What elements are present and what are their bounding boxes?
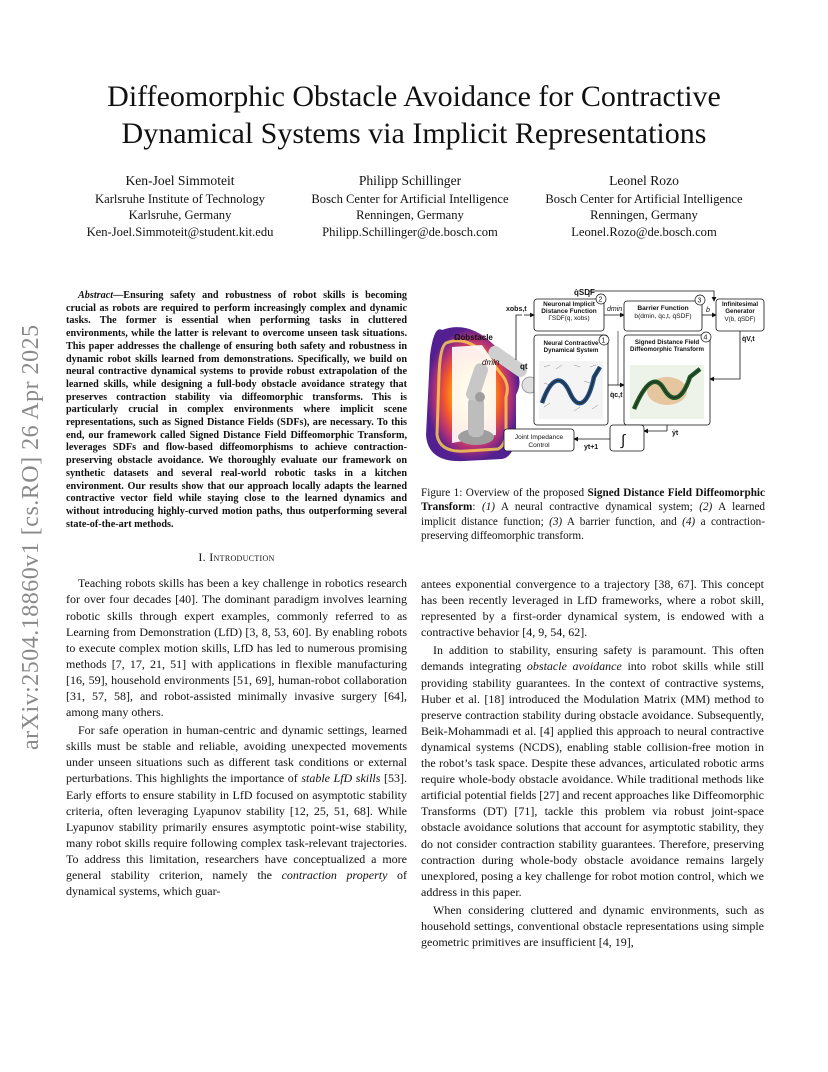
- right-paragraph-1: antees exponential convergence to a trajectory [38, 67]. This concept has been recently leveraged in LfD frameworks, where a robot skill, represented by a first-order dynamical system, is endowed with a contractive behavior [4, 9, 54, 62].: [421, 577, 764, 640]
- title-line-2: Dynamical Systems via Implicit Representations: [121, 117, 707, 150]
- barrier-function-box: [624, 295, 705, 331]
- box-number: 4: [703, 334, 708, 342]
- caption-text: Figure 1: Overview of the proposed: [421, 487, 588, 499]
- intro-paragraph-2: [66, 722, 407, 899]
- text-run: In addition to stability, ensuring safety is paramount. This often demands integrating: [421, 643, 764, 674]
- caption-italic: (1): [481, 501, 496, 514]
- sdf-diffeomorphic-transform-box: [624, 332, 711, 425]
- box-number: 1: [601, 337, 606, 345]
- caption-text: :: [472, 501, 482, 514]
- figure-1: [424, 285, 768, 465]
- b-label: b: [706, 307, 710, 314]
- caption-text: a contraction-preserving diffeomorphic transform.: [421, 515, 765, 542]
- left-column: [66, 290, 407, 901]
- omega-label: Ωobstacle: [454, 333, 493, 342]
- qdot-vt-label: q̇V,t: [742, 336, 755, 343]
- x-obs-label: xobs,t: [506, 306, 527, 313]
- emphasis: contraction property: [281, 868, 388, 883]
- qdot-sdf-label: q̇SDF: [574, 288, 595, 297]
- qdot-ct-label: q̇c,t: [610, 392, 623, 399]
- author-location: Karlsruhe, Germany: [128, 208, 232, 222]
- intro-paragraph-1: Teaching robots skills has been a key challenge in robotics research for over four decades [40]. The dominant paradigm involves learning robotic skills through expert examples, commonly referred to as Learning from Demonstration (LfD) [3, 8, 53, 60]. By enabling robots to execute complex motion skills, LfD has led to numerous promising methods [7, 17, 21, 51] with applications in flexible manufacturing [16, 59], household environments [51, 69], human-robot collaboration [31, 57, 58], and robot-assisted minimally invasive surgery [64], among many others.: [66, 576, 407, 720]
- caption-text: A neural contractive dynamical system;: [495, 501, 700, 514]
- y-t1-label: yt+1: [584, 444, 599, 451]
- abstract-label: Abstract: [78, 290, 114, 301]
- box-title: Neural Contractive Dynamical System: [543, 340, 599, 355]
- box-formula: V(b, q̇SDF): [724, 315, 756, 323]
- box-title: Infinitesimal Generator: [721, 301, 759, 316]
- abstract-text: —Ensuring safety and robustness of robot skills is becoming crucial as robots are required to perform increasingly complex and dynamic tasks. The former is essential when performing tasks in cluttered environments, while the latter is relevant to overcome unseen task situations. This paper addresses the challenge of ensuring both safety and robustness in dynamic robot skills learned from demonstrations. Specifically, we build on neural contractive dynamical systems to provide robust extrapolation of the learned skills, while designing a full-body obstacle avoidance strategy that preserves contraction stability via diffeomorphic transforms. This is particularly crucial in complex environments where implicit scene representations, such as Signed Distance Fields (SDFs), are necessary. To this end, our framework called Signed Distance Field Diffeomorphic Transform, leverages SDFs and flow-based diffeomorphisms to achieve contraction-preserving obstacle avoidance. We thoroughly evaluate our framework on synthetic datasets and several real-world robotic tasks in a kitchen environment. Our results show that our approach locally adapts the learned contractive vector field while staying close to the learned dynamics and without introducing highly-curved motion paths, thus outperforming several state-of-the-art methods.: [66, 290, 407, 530]
- caption-text: A learned implicit distance function;: [421, 501, 766, 528]
- figure-1-caption: [421, 486, 765, 543]
- box-title: Signed Distance Field Diffeomorphic Transform: [630, 339, 704, 354]
- emphasis: obstacle avoidance: [526, 659, 622, 674]
- caption-italic: (2): [699, 501, 713, 514]
- neural-contractive-ds-box: [534, 335, 609, 425]
- author-3: [528, 173, 760, 240]
- box-title: Barrier Function: [637, 305, 689, 312]
- caption-italic: (3): [549, 515, 563, 528]
- neural-implicit-distance-box: [534, 294, 606, 331]
- author-location: Renningen, Germany: [590, 208, 698, 222]
- integrator-box: [610, 425, 644, 451]
- box-formula: ΓSDF(q, xobs): [548, 315, 590, 323]
- box-title-line-1: Joint Impedance: [514, 434, 564, 441]
- section-heading-introduction: I. Introduction: [198, 550, 275, 565]
- text-run: of dynamical systems, which guar-: [66, 868, 407, 899]
- caption-text: A barrier function, and: [562, 515, 683, 528]
- author-name: Ken-Joel Simmoteit: [125, 173, 235, 188]
- box-formula: b(dmin, q̇c,t, q̇SDF): [634, 313, 692, 320]
- abstract: [66, 290, 407, 531]
- author-email[interactable]: Ken-Joel.Simmoteit@student.kit.edu: [86, 224, 274, 239]
- dmin-label: dmin: [607, 306, 623, 313]
- paper-title: [60, 78, 768, 152]
- author-email[interactable]: Leonel.Rozo@de.bosch.com: [571, 224, 717, 239]
- arxiv-stamp[interactable]: arXiv:2504.18860v1 [cs.RO] 26 Apr 2025: [18, 324, 44, 750]
- figure-1-diagram: [424, 285, 768, 465]
- ydot-t-label: ẏt: [672, 430, 679, 437]
- author-1: [70, 173, 290, 240]
- integral-symbol: ∫: [621, 432, 626, 449]
- text-run: [53]. Early efforts to ensure stability in LfD focused on asymptotic stability criteria, often leveraging Lyapunov stability [12, 25, 51, 68]. While Lyapunov stability primarily ensures asymptotic point-wise stability, many robot skills require following complex task-relevant trajectories. To address this limitation, researchers have conceptualized a more general stability criterion, namely the: [66, 771, 407, 883]
- author-name: Philipp Schillinger: [358, 173, 462, 188]
- caption-bold: Signed Distance Field Diffeomorphic Transform: [421, 487, 765, 514]
- q-t-label: qt: [520, 362, 528, 371]
- emphasis: stable LfD skills: [301, 771, 381, 786]
- title-line-1: Diffeomorphic Obstacle Avoidance for Contractive: [107, 80, 721, 113]
- box-title: Neuronal Implicit Distance Function: [541, 301, 597, 316]
- author-affiliation: Bosch Center for Artificial Intelligence: [311, 191, 509, 206]
- text-run: For safe operation in human-centric and dynamic settings, learned skills must be stable and reliable, avoiding unexpected movements under unseen situations such as different task conditions or external perturbations. This highlights the importance of: [66, 723, 407, 786]
- infinitesimal-generator-box: [716, 299, 764, 331]
- box-title-line-2: Control: [528, 442, 550, 449]
- right-paragraph-2: [421, 642, 764, 900]
- box-number: 3: [697, 297, 702, 305]
- text-run: into robot skills while still providing stability guarantees. In the context of contractive systems, Huber et al. [18] introduced the Modulation Matrix (MM) method to preserve contraction stability during obstacle avoidance. Subsequently, Beik-Mohammadi et al. [4] applied this approach to neural contractive dynamical systems (NCDS), enabling stable collision-free motion in the robot’s task space. Despite these advances, articulated robotic arms require whole-body obstacle avoidance. While traditional methods like artificial potential fields [27] and recent approaches like Diffeomorphic Transforms (DT) [71], tackle this problem via robust joint-space obstacle avoidance solutions that account for asymptotic stability, they do not consider contraction stability guarantees. Therefore, preserving contraction during whole-body obstacle avoidance remains largely unexplored, posing a key challenge for robot motion control, which we address in this paper.: [421, 659, 764, 899]
- author-email[interactable]: Philipp.Schillinger@de.bosch.com: [322, 224, 498, 239]
- dmin-left-label: dmin: [482, 358, 500, 367]
- author-affiliation: Bosch Center for Artificial Intelligence: [545, 191, 743, 206]
- author-name: Leonel Rozo: [609, 173, 679, 188]
- right-column: [421, 576, 764, 952]
- caption-italic: (4): [682, 515, 696, 528]
- right-paragraph-3: When considering cluttered and dynamic environments, such as household settings, conventional obstacle representations using simple geometric primitives are insufficient [4, 19],: [421, 902, 764, 950]
- author-2: [295, 173, 525, 240]
- author-affiliation: Karlsruhe Institute of Technology: [95, 191, 265, 206]
- author-location: Renningen, Germany: [356, 208, 464, 222]
- box-number: 2: [598, 296, 603, 304]
- joint-impedance-control-box: [504, 429, 574, 451]
